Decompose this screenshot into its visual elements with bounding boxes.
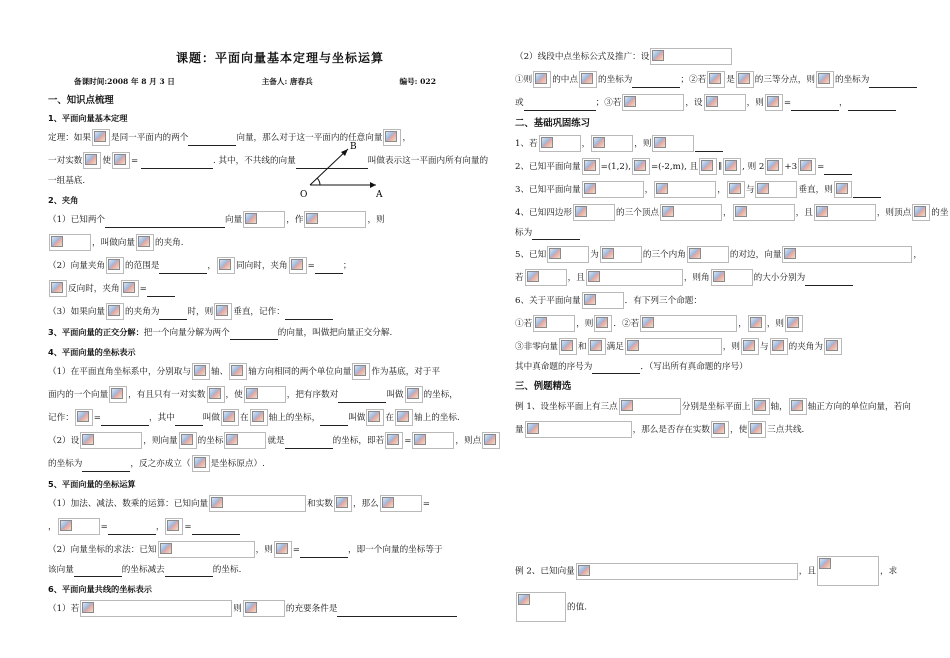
formula-image — [707, 71, 725, 88]
formula-image — [727, 181, 745, 198]
answer-blank[interactable] — [524, 100, 596, 111]
formula-image — [274, 541, 292, 558]
formula-image — [699, 158, 717, 175]
formula-image — [741, 338, 759, 355]
answer-blank[interactable] — [192, 524, 240, 535]
answer-blank[interactable] — [230, 329, 278, 340]
text-line: 5、已知 为 的三个内角 的对边，向量 ， — [515, 246, 907, 263]
formula-image — [380, 495, 422, 512]
text-line: ， = ， = — [48, 518, 440, 535]
formula-image — [405, 386, 423, 403]
formula-image — [80, 432, 142, 449]
formula-image — [250, 409, 268, 426]
formula-image — [559, 338, 577, 355]
formula-image — [660, 204, 722, 221]
text-line: （1）已知两个 向量 ，作 ，则 — [48, 211, 440, 228]
formula-image — [58, 518, 100, 535]
text-line: 或 ；③若 ，设 ，则 = ， — [515, 94, 907, 111]
answer-blank[interactable] — [853, 187, 881, 198]
text-line: 例 1、设坐标平面上有三点 分别是坐标平面上 轴， 轴正方向的单位向量，若向 — [515, 398, 907, 415]
formula-image — [733, 204, 795, 221]
formula-image — [579, 71, 597, 88]
formula-image — [782, 246, 912, 263]
formula-image — [765, 94, 783, 111]
answer-blank[interactable] — [300, 547, 348, 558]
text-line: （1）若 则 的充要条件是 — [48, 600, 440, 617]
formula-image — [755, 181, 797, 198]
answer-blank[interactable] — [175, 415, 203, 426]
formula-image — [192, 455, 210, 472]
text-line: ③非零向量 和 满足 ，则 与 的夹角为 — [515, 338, 907, 355]
formula-image — [244, 386, 286, 403]
subsection-heading: 2、夹角 — [48, 195, 79, 205]
formula-image — [770, 338, 788, 355]
text-line: 1、若 ， ，则 — [515, 135, 907, 152]
text-line: （2）向量坐标的求法：已知 ，则 = ，即一个向量的坐标等于 — [48, 541, 440, 558]
formula-image — [654, 181, 716, 198]
section-heading: 三、例题精选 — [515, 381, 572, 392]
answer-blank[interactable] — [320, 415, 348, 426]
formula-image — [817, 556, 879, 586]
answer-blank[interactable] — [824, 164, 852, 175]
text-line: 一组基底. — [48, 176, 86, 186]
formula-image — [243, 600, 285, 617]
formula-image — [594, 315, 612, 332]
answer-blank[interactable] — [105, 217, 225, 228]
answer-blank[interactable] — [592, 363, 640, 374]
text-line: 的坐标为 ，反之亦成立（ 是坐标原点）. — [48, 455, 440, 472]
text-line: 其中真命题的序号为 ．（写出所有真命题的序号） — [515, 362, 748, 372]
formula-image — [412, 432, 454, 449]
answer-blank[interactable] — [285, 438, 333, 449]
formula-image — [229, 363, 247, 380]
formula-image — [80, 600, 232, 617]
answer-blank[interactable] — [315, 263, 343, 274]
formula-image — [395, 409, 413, 426]
formula-image — [106, 257, 124, 274]
text-line: ①若 ，则 ．②若 ， ，则 — [515, 315, 907, 332]
formula-image — [83, 152, 101, 169]
text-line: （1）加法、减法、数乘的运算：已知向量 和实数 ，那么 = — [48, 495, 440, 512]
formula-image — [243, 211, 285, 228]
formula-image — [366, 409, 384, 426]
page-title: 课题：平面向量基本定理与坐标运算 — [175, 51, 384, 65]
formula-image — [179, 432, 197, 449]
text-line: （2）线段中点坐标公式及推广：设 — [515, 48, 907, 65]
author: 主备人: 唐春兵 — [261, 77, 313, 86]
text-line: 面内的一个向量 ，有且只有一对实数 ，使 ，把有序数对 叫做 的坐标， — [48, 386, 440, 403]
answer-blank[interactable] — [285, 309, 333, 320]
formula-image — [824, 338, 842, 355]
formula-image — [591, 135, 633, 152]
formula-image — [582, 158, 600, 175]
text-line: 标为 — [515, 227, 907, 240]
text-line: 一对实数 使 = . 其中，不共线的向量 叫做表示这一平面内所有向量的 — [48, 152, 440, 169]
text-line: 4、已知四边形 的三个顶点 ， ，且 ，则顶点 的坐 — [515, 204, 907, 221]
formula-image — [383, 129, 401, 146]
work-space — [515, 444, 907, 556]
text-line: 的值. — [515, 592, 907, 622]
answer-blank[interactable] — [188, 135, 236, 146]
answer-blank[interactable] — [532, 229, 580, 240]
text-line: ，叫做向量 的夹角. — [48, 234, 440, 251]
answer-blank[interactable] — [82, 461, 130, 472]
formula-image — [582, 292, 624, 309]
answer-blank[interactable] — [695, 141, 723, 152]
text-line: 若 ，且 ，则角 的大小分别为 — [515, 269, 907, 286]
formula-image — [289, 257, 307, 274]
answer-blank[interactable] — [147, 286, 175, 297]
formula-image — [650, 48, 732, 65]
answer-blank[interactable] — [159, 309, 187, 320]
formula-image — [525, 421, 632, 438]
formula-image — [304, 211, 366, 228]
left-column — [48, 51, 489, 623]
text-line: 6、关于平面向量 ．有下列三个命题： — [515, 292, 907, 309]
section-heading: 二、基础巩固练习 — [515, 118, 591, 129]
formula-image — [209, 495, 306, 512]
text-line: （3）如果向量 的夹角为 时，则 垂直，记作： — [48, 303, 440, 320]
formula-image — [785, 315, 803, 332]
label-b: B — [350, 142, 357, 152]
formula-image — [687, 246, 729, 263]
formula-image — [573, 204, 615, 221]
formula-image — [704, 94, 746, 111]
text-line: （2）向量夹角 的范围是 ， 同向时，夹角 = ； — [48, 257, 440, 274]
formula-image — [334, 495, 352, 512]
formula-image — [214, 303, 232, 320]
formula-image — [789, 398, 807, 415]
formula-image — [352, 363, 370, 380]
formula-image — [109, 386, 127, 403]
answer-blank[interactable] — [869, 77, 917, 88]
formula-image — [582, 181, 644, 198]
formula-image — [136, 234, 154, 251]
formula-image — [533, 71, 551, 88]
answer-blank[interactable] — [805, 275, 853, 286]
formula-image — [539, 135, 581, 152]
formula-image — [121, 280, 139, 297]
formula-image — [75, 409, 93, 426]
formula-image — [385, 432, 403, 449]
formula-image — [711, 269, 753, 286]
text-line: 3、平面向量的正交分解：把一个向量分解为两个 的向量，叫做把向量正交分解. — [48, 327, 393, 338]
meta-line — [48, 75, 440, 88]
text-line: 3、已知平面向量 ， ， 与 垂直，则 — [515, 181, 907, 198]
text-line: 定理：如果 是同一平面内的两个 向量，那么对于这一平面内的任意向量 ， — [48, 129, 440, 146]
formula-image — [619, 398, 681, 415]
formula-image — [748, 421, 766, 438]
formula-image — [748, 315, 766, 332]
formula-image — [525, 269, 567, 286]
arrowhead-a — [370, 182, 376, 188]
angle-diagram — [296, 141, 386, 201]
formula-image — [224, 432, 266, 449]
text-line: 该向量 的坐标减去 的坐标. — [48, 565, 242, 575]
formula-image — [600, 246, 642, 263]
formula-image — [586, 269, 683, 286]
formula-image — [588, 338, 606, 355]
formula-image — [516, 592, 566, 622]
answer-blank[interactable] — [337, 606, 457, 617]
text-line: 2、已知平面向量 =(1,2), =(-2,m), 且 ∥ , 则 2 +3 = — [515, 158, 907, 175]
formula-image — [625, 338, 722, 355]
formula-image — [49, 234, 91, 251]
subsection-heading: 4、平面向量的坐标表示 — [48, 347, 136, 357]
formula-image — [912, 204, 930, 221]
formula-image — [533, 315, 575, 332]
formula-image — [106, 303, 124, 320]
formula-image — [816, 71, 834, 88]
text-line: （2）设 ，则向量 的坐标 就是 的坐标，即若 = ，则点 — [48, 432, 440, 449]
text-line: 反向时，夹角 = — [48, 280, 440, 297]
subsection-heading: 1、平面向量基本定理 — [48, 113, 128, 123]
formula-image — [112, 152, 130, 169]
formula-image — [165, 518, 183, 535]
answer-blank[interactable] — [848, 100, 896, 111]
text-line: （1）在平面直角坐标系中，分别取与 轴、 轴方向相同的两个单位向量 作为基底，对于平 — [48, 363, 440, 380]
formula-image — [723, 158, 741, 175]
answer-blank[interactable] — [159, 263, 207, 274]
formula-image — [49, 280, 67, 297]
subsection-heading: 5、平面向量的坐标运算 — [48, 479, 136, 489]
right-column — [515, 48, 949, 628]
formula-image — [652, 135, 694, 152]
formula-image — [798, 158, 816, 175]
label-a: A — [376, 190, 383, 200]
formula-image — [158, 541, 255, 558]
formula-image — [834, 181, 852, 198]
subsection-heading: 6、平面向量共线的坐标表示 — [48, 584, 152, 594]
text-line: 量 ，那么是否存在实数 ，使 三点共线. — [515, 421, 907, 438]
answer-blank[interactable] — [338, 392, 386, 403]
formula-image — [576, 563, 798, 580]
formula-image — [192, 363, 210, 380]
formula-image — [217, 257, 235, 274]
formula-image — [92, 129, 110, 146]
angle-arc — [317, 178, 320, 185]
section-heading: 一、知识点梳理 — [48, 95, 114, 106]
answer-blank[interactable] — [74, 566, 122, 577]
formula-image — [482, 432, 500, 449]
text-line: 记作： = ，其中 叫做 在 轴上的坐标， 叫做 在 轴上的坐标. — [48, 409, 440, 426]
formula-image — [622, 94, 684, 111]
formula-image — [221, 409, 239, 426]
text-line: ①则 的中点 的坐标为 ；②若 是 的三等分点，则 的坐标为 — [515, 71, 907, 88]
formula-image — [711, 421, 729, 438]
answer-blank[interactable] — [108, 524, 156, 535]
answer-blank[interactable] — [141, 158, 213, 169]
formula-image — [632, 158, 650, 175]
answer-blank[interactable] — [101, 415, 149, 426]
ray-ob — [310, 149, 348, 185]
text-line: 例 2、已知向量 ，且 ，求 — [515, 556, 907, 586]
formula-image — [752, 398, 770, 415]
formula-image — [765, 158, 783, 175]
answer-blank[interactable] — [791, 100, 839, 111]
prep-time: 备课时间:2008 年 8 月 3 日 — [74, 77, 175, 86]
formula-image — [736, 71, 754, 88]
formula-image — [207, 386, 225, 403]
formula-image — [640, 315, 737, 332]
formula-image — [814, 204, 876, 221]
formula-image — [547, 246, 589, 263]
answer-blank[interactable] — [165, 566, 213, 577]
label-o: O — [300, 190, 308, 200]
answer-blank[interactable] — [632, 77, 680, 88]
doc-number: 编号: 022 — [399, 77, 436, 86]
